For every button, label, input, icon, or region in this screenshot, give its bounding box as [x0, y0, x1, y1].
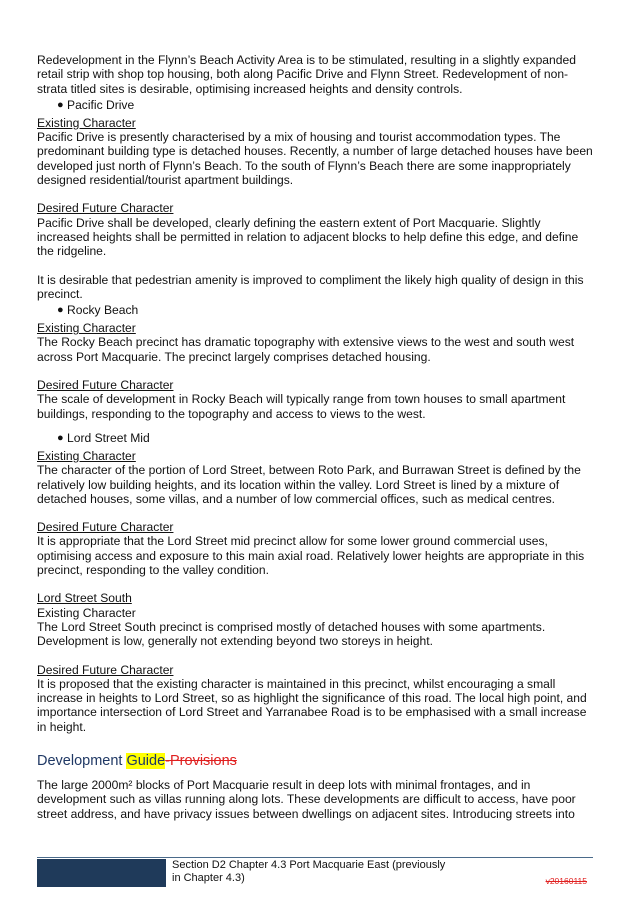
desired-future-character-label: Desired Future Character [37, 520, 174, 535]
existing-character-text: The Rocky Beach precinct has dramatic topography with extensive views to the west and south west across Port Macquarie. The precinct largely comprises detached housing. [37, 335, 575, 364]
existing-character-label: Existing Character [37, 115, 136, 130]
bullet-icon: ● [57, 98, 64, 111]
footer-section-label [172, 859, 472, 885]
existing-character-text: Pacific Drive is presently characterised by a mix of housing and tourist accommodation types. The predominant building type is detached houses. Recently, a number of large detached houses have been developed just north of Flynn’s Beach. To the south of Flynn’s Beach there are some inappropriately designed residential/tourist apartment buildings. [37, 130, 593, 188]
desired-future-character-text: It is proposed that the existing character is maintained in this precinct, whilst encouraging a small increase in heights to Lord Street, so as highlight the significance of this road. The local high point, and importance intersection of Lord Street and Yarranabee Road is to be emphasised with a small increase in height. [37, 676, 587, 734]
bullet-icon: ● [57, 304, 64, 316]
section-title: Pacific Drive [67, 97, 135, 112]
desired-future-character-label: Desired Future Character [37, 201, 174, 216]
page-footer [37, 857, 593, 889]
desired-future-character-text: The scale of development in Rocky Beach will typically range from town houses to small apartment buildings, responding to the topography and access to views to the west. [37, 392, 566, 421]
footer-version: v20160115 [545, 876, 587, 886]
desired-future-character-label: Desired Future Character [37, 662, 174, 677]
section-title: Rocky Beach [67, 303, 139, 317]
desired-future-character-text: Pacific Drive shall be developed, clearly defining the eastern extent of Port Macquarie. Slightly increased heights shall be permitted in relation to adjacent blocks to help define this edge, and define the ridgeline. [37, 215, 579, 259]
bullet-lord-street-mid [37, 429, 593, 447]
heading-deleted-text: -Provisions [165, 752, 237, 769]
intro-paragraph: Redevelopment in the Flynn’s Beach Activity Area is to be stimulated, resulting in a slightly expanded retail strip with shop top housing, both along Pacific Drive and Flynn Street. Redevelopment of non-strata titled sites is desirable, optimising increased heights and density controls. [37, 53, 576, 96]
section-title-lord-street-south: Lord Street South [37, 591, 132, 606]
desired-future-character-label: Desired Future Character [37, 378, 174, 393]
bullet-pacific-drive [37, 96, 593, 114]
closing-paragraph: The large 2000m² blocks of Port Macquarie result in deep lots with minimal frontages, and in development such as villas running along lots. These developments are difficult to access, have poor street address, and have privacy issues between dwellings on adjacent sites. Introducing streets into [37, 777, 576, 821]
footer-color-bar [37, 859, 166, 887]
heading-text: Development [37, 752, 127, 769]
heading-highlight: Guide [126, 752, 166, 769]
existing-character-text: The Lord Street South precinct is comprised mostly of detached houses with some apartments. Development is low, generally not extending beyond two storeys in height. [37, 619, 546, 649]
footer-rule [37, 857, 593, 858]
development-guide-heading [37, 752, 593, 770]
section-title: Lord Street Mid [67, 430, 150, 445]
document-body [37, 53, 593, 821]
existing-character-text: The character of the portion of Lord Street, between Roto Park, and Burrawan Street is defined by the relatively low building heights, and its location within the valley. Lord Street is lined by a mixture of detached houses, some villas, and a number of low commercial offices, such as medical centres. [37, 463, 581, 506]
footer-line-1: Section D2 Chapter 4.3 Port Macquarie East (previously [172, 859, 446, 871]
existing-character-label: Existing Character [37, 605, 136, 620]
bullet-rocky-beach [37, 301, 593, 319]
footer-line-2: in Chapter 4.3) [172, 872, 245, 884]
bullet-icon: ● [57, 431, 64, 444]
desired-future-character-text-2: It is desirable that pedestrian amenity is improved to compliment the likely high quality of design in this precinct. [37, 272, 584, 301]
existing-character-label: Existing Character [37, 321, 136, 336]
desired-future-character-text: It is appropriate that the Lord Street mid precinct allow for some lower ground commercial uses, optimising access and exposure to this main axial road. Relatively lower heights are appropriate in this precinct, responding to the valley condition. [37, 534, 585, 578]
existing-character-label: Existing Character [37, 448, 136, 463]
